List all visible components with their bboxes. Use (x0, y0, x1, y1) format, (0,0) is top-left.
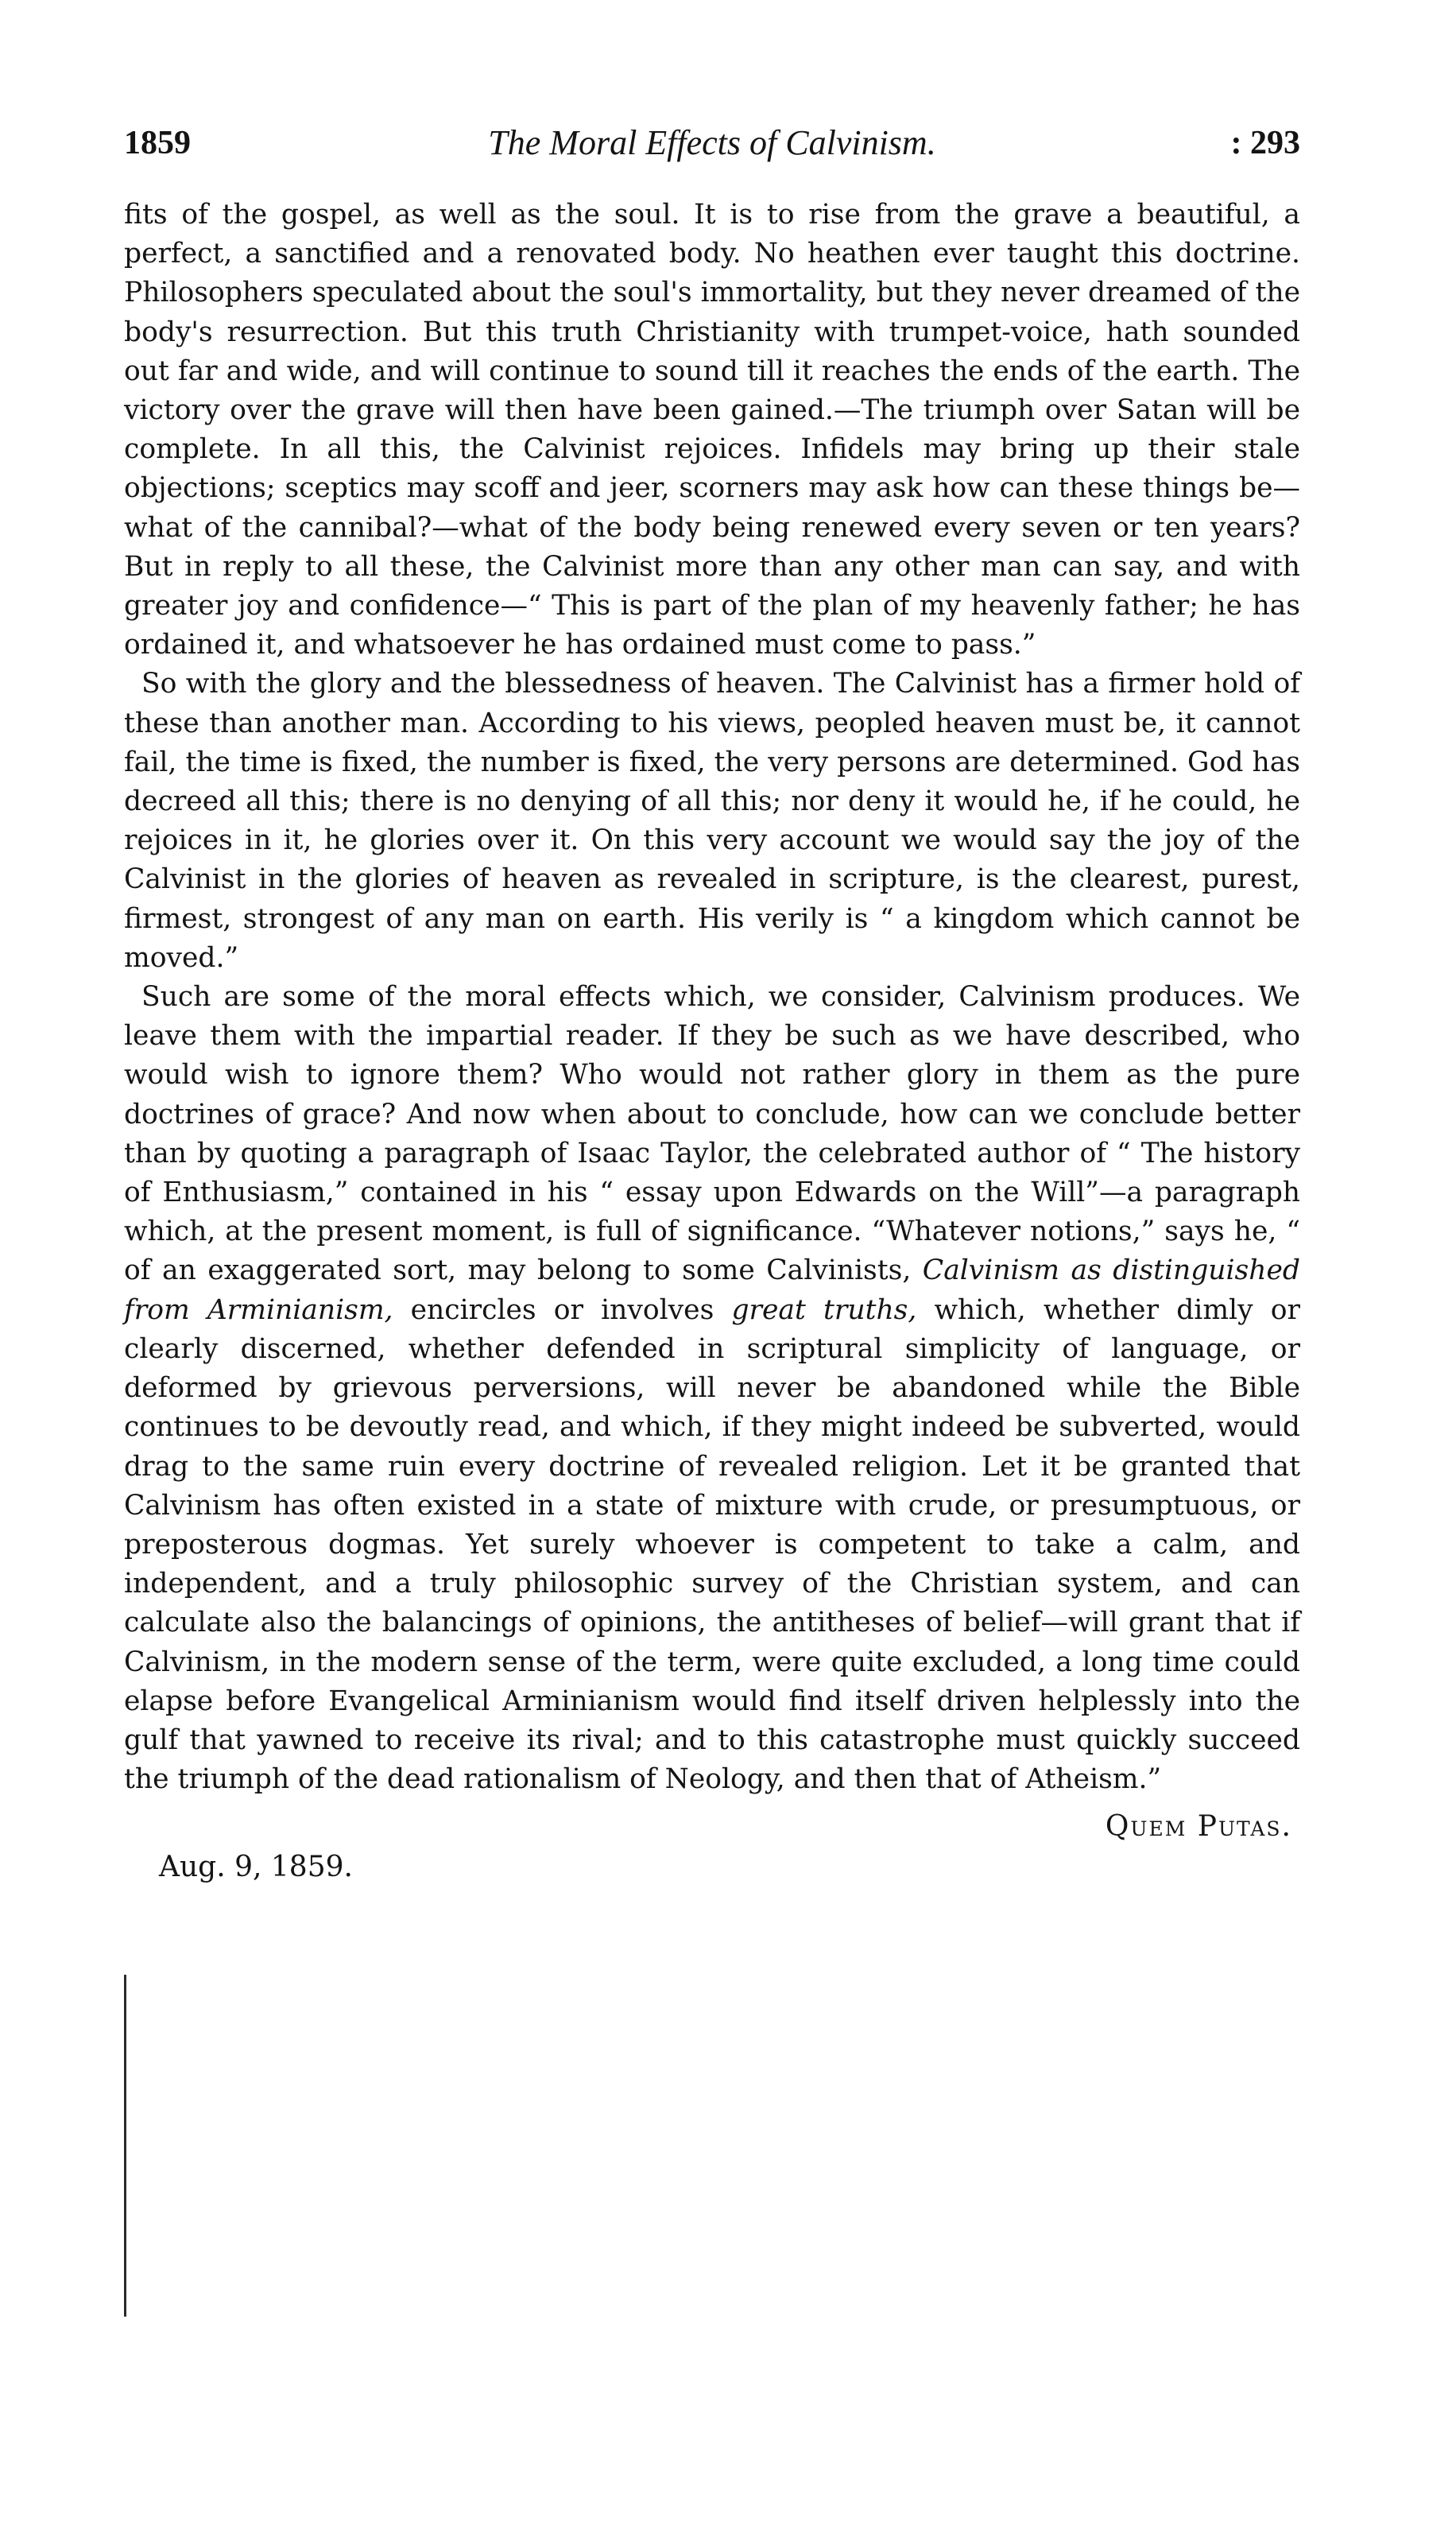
dateline: Aug. 9, 1859. (159, 1851, 353, 1884)
conclusion-text-part-1: Such are some of the moral effects which, we consider, Calvinism produces. We leave them with the impartial reader. If they be such as we have described, who would wish to ignore them? Who would not rather glory in them as the pure doctrines of grace? And now when about to conclude, how can we conclude better than by quoting a paragraph of Isaac Taylor, the celebrated author of “ The history of Enthusiasm,” contained in his “ essay upon Edwards on the Will”—a paragraph which, at the present moment, is full of significance. “Whatever notions,” says he, “ of an exaggerated sort, may belong to some Calvinists, (124, 981, 1300, 1287)
author-signature: Quem Putas. (1105, 1810, 1292, 1844)
conclusion-text-part-2: encircles or involves (393, 1293, 732, 1326)
paragraph-heaven: So with the glory and the blessedness of heaven. The Calvinist has a firmer hold of these than another man. According to his views, peopled heaven must be, it cannot fail, the time is fixed, the number is fixed, the very persons are determined. God has decreed all this; there is no denying of all this; nor deny it would he, if he could, he rejoices in it, he glories over it. On this very account we would say the joy of the Calvinist in the glories of heaven as revealed in scripture, is the clearest, purest, firmest, strongest of any man on earth. His verily is “ a kingdom which cannot be moved.” (124, 668, 1300, 974)
running-title: The Moral Effects of Calvinism. (488, 123, 936, 162)
article-body (124, 196, 1300, 1799)
running-header (124, 119, 1300, 167)
margin-rule (124, 1975, 126, 2317)
paragraph-resurrection: fits of the gospel, as well as the soul. It is to rise from the grave a beautiful, a perfect, a sanctified and a renovated body. No heathen ever taught this doctrine. Philosophers speculated about the soul's immortality, but they never dreamed of the body's resurrection. But this truth Christianity with trumpet-voice, hath sounded out far and wide, and will continue to sound till it reaches the ends of the earth. The victory over the grave will then have been gained.—The triumph over Satan will be complete. In all this, the Calvinist rejoices. Infidels may bring up their stale objections; sceptics may scoff and jeer, scorners may ask how can these things be—what of the cannibal?—what of the body being renewed every seven or ten years? But in reply to all these, the Calvinist more than any other man can say, and with greater joy and confidence—“ This is part of the plan of my heavenly father; he has ordained it, and whatsoever he has ordained must come to pass.” (124, 199, 1300, 661)
header-year: 1859 (124, 125, 191, 161)
conclusion-text-part-3: which, whether dimly or clearly discerned, whether defended in scriptural simplicity of language, or deformed by grievous perversions, will never be abandoned while the Bible continues to be devoutly read, and which, if they might indeed be subverted, would drag to the same ruin every doctrine of revealed religion. Let it be granted that Calvinism has often existed in a state of mixture with crude, or presumptuous, or preposterous dogmas. Yet surely whoever is competent to take a calm, and independent, and a truly philosophic survey of the Christian system, and can calculate also the balancings of opinions, the antitheses of belief—will grant that if Calvinism, in the modern sense of the term, were quite excluded, a long time could elapse before Evangelical Arminianism would find itself driven helplessly into the gulf that yawned to receive its rival; and to this catastrophe must quickly succeed the triumph of the dead rationalism of Neology, and then that of Atheism.” (124, 1293, 1300, 1796)
conclusion-italic-great-truths: great truths, (731, 1293, 917, 1326)
paragraph-conclusion (124, 978, 1300, 1799)
page-number: : 293 (1230, 125, 1300, 161)
conclusion-italic-calvinism: Calvinism as distinguished from Arminianism, (124, 1254, 1300, 1326)
page (124, 119, 1300, 1883)
